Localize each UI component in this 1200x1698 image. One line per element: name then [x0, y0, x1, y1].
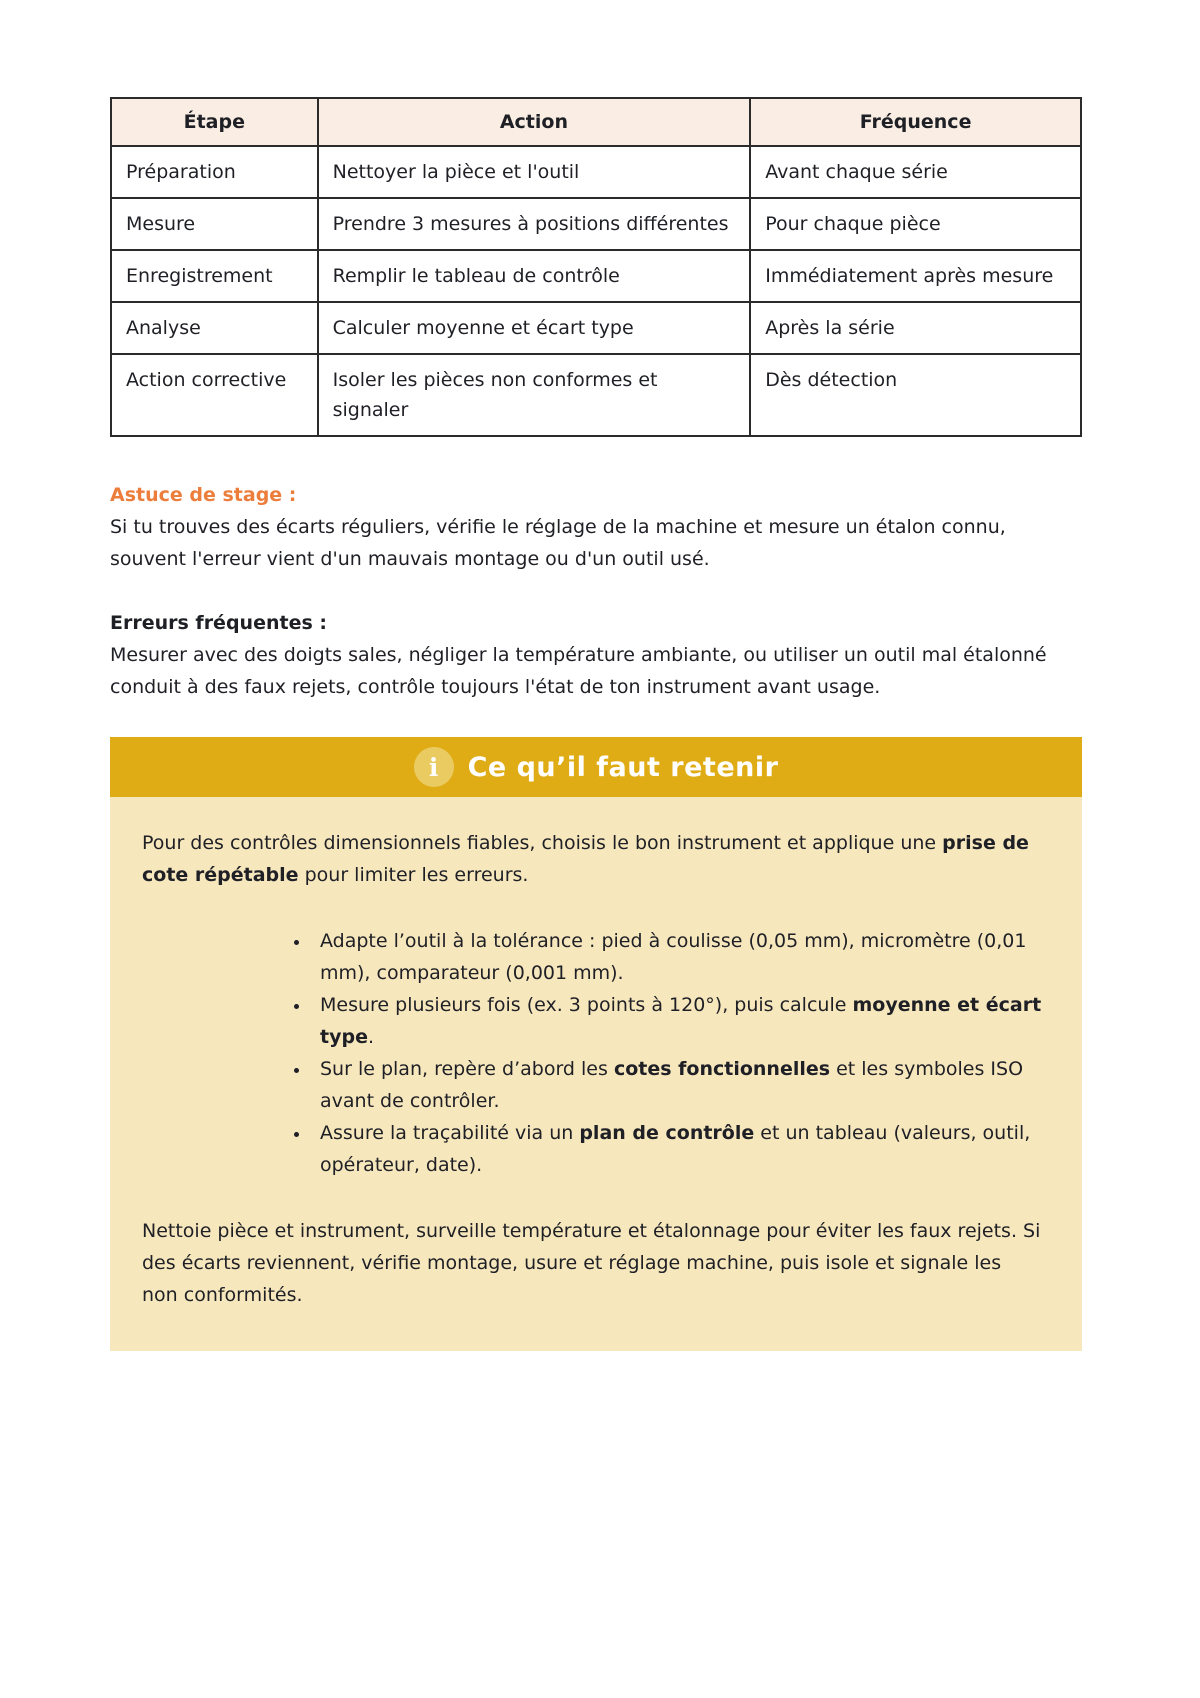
info-icon: i [414, 747, 454, 787]
text-span: Sur le plan, repère d’abord les [320, 1058, 614, 1080]
table-header-cell: Étape [111, 98, 318, 146]
text-span: . [367, 1026, 375, 1048]
erreurs-heading: Erreurs fréquentes : [110, 612, 327, 634]
table-cell: Enregistrement [111, 250, 318, 302]
text-span: Adapte l’outil à la tolérance : pied à coulisse (0,05 mm), micromètre (0,01 mm), comparateur (0,001 mm). [320, 930, 1027, 984]
bold-text: moyenne et écart type [320, 994, 1042, 1048]
table-row [111, 198, 1081, 250]
key-takeaways-callout [110, 737, 1082, 1351]
table-cell: Prendre 3 mesures à positions différentes [318, 198, 751, 250]
callout-body [110, 797, 1082, 1351]
callout-bullet [310, 989, 1042, 1053]
table-cell: Remplir le tableau de contrôle [318, 250, 751, 302]
callout-title: Ce qu’il faut retenir [467, 751, 779, 783]
section-erreurs [110, 607, 1082, 703]
table-cell: Action corrective [111, 354, 318, 436]
table-row [111, 146, 1081, 198]
table-cell: Isoler les pièces non conformes et signaler [318, 354, 751, 436]
table-header-cell: Fréquence [750, 98, 1081, 146]
table-cell: Nettoyer la pièce et l'outil [318, 146, 751, 198]
callout-bullet [310, 1053, 1042, 1117]
text-span: et les symboles ISO avant de contrôler. [320, 1058, 1024, 1112]
callout-bullet-list [142, 925, 1042, 1181]
table-row [111, 250, 1081, 302]
table-cell: Pour chaque pièce [750, 198, 1081, 250]
bold-text: cotes fonctionnelles [613, 1058, 831, 1080]
table-row [111, 354, 1081, 436]
text-span: et un tableau (valeurs, outil, opérateur, date). [320, 1122, 1031, 1176]
text-span: Mesure plusieurs fois (ex. 3 points à 120°), puis calcule [320, 994, 853, 1016]
table-header-row [111, 98, 1081, 146]
callout-header [110, 737, 1082, 797]
text-span: Assure la traçabilité via un [320, 1122, 580, 1144]
control-table-body [111, 146, 1081, 436]
control-table [110, 97, 1082, 437]
text-span: pour limiter les erreurs. [298, 864, 529, 886]
table-cell: Dès détection [750, 354, 1081, 436]
table-cell: Après la série [750, 302, 1081, 354]
astuce-heading: Astuce de stage : [110, 484, 297, 506]
table-cell: Avant chaque série [750, 146, 1081, 198]
erreurs-body: Mesurer avec des doigts sales, négliger la température ambiante, ou utiliser un outil mal étalonné conduit à des faux rejets, contrôle toujours l'état de ton instrument avant usage. [110, 644, 1047, 698]
table-row [111, 302, 1081, 354]
table-cell: Calculer moyenne et écart type [318, 302, 751, 354]
table-cell: Mesure [111, 198, 318, 250]
table-cell: Préparation [111, 146, 318, 198]
section-astuce [110, 479, 1082, 575]
callout-bullet [310, 925, 1042, 989]
bold-text: plan de contrôle [579, 1122, 755, 1144]
table-header-cell: Action [318, 98, 751, 146]
table-cell: Immédiatement après mesure [750, 250, 1081, 302]
callout-closing: Nettoie pièce et instrument, surveille température et étalonnage pour éviter les faux rejets. Si des écarts reviennent, vérifie montage, usure et réglage machine, puis isole et signale les non conformités. [142, 1220, 1041, 1306]
text-span: Pour des contrôles dimensionnels fiables, choisis le bon instrument et applique une [142, 832, 943, 854]
bold-text: prise de cote répétable [142, 832, 1029, 886]
callout-bullet [310, 1117, 1042, 1181]
astuce-body: Si tu trouves des écarts réguliers, vérifie le réglage de la machine et mesure un étalon connu, souvent l'erreur vient d'un mauvais montage ou d'un outil usé. [110, 516, 1006, 570]
table-cell: Analyse [111, 302, 318, 354]
callout-intro [142, 827, 1042, 891]
